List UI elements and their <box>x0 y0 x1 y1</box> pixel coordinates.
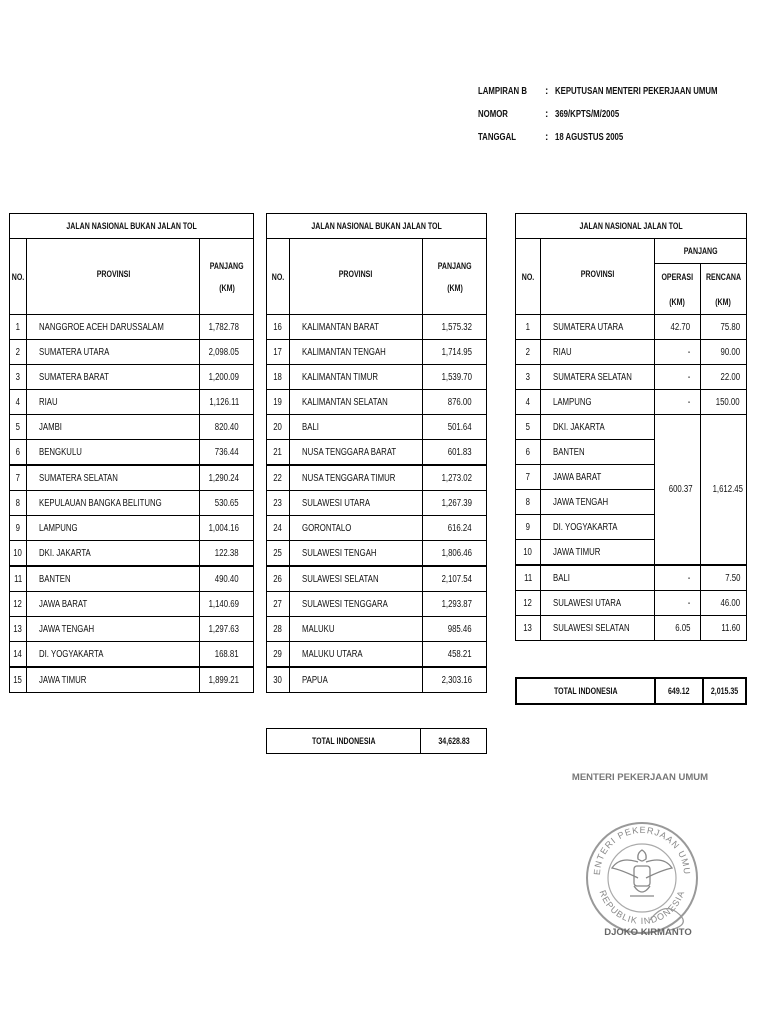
seal-arc-top: ENTERI PEKERJAAN UMU <box>591 824 693 876</box>
row-number: 12 <box>516 591 541 616</box>
province-name: BANTEN <box>27 566 200 592</box>
table-row <box>10 390 254 415</box>
province-name: MALUKU <box>289 617 423 642</box>
row-number: 10 <box>516 540 541 566</box>
row-number: 26 <box>267 566 290 592</box>
road-length: 1,200.09 <box>200 365 254 390</box>
province-name: JAWA TENGAH <box>27 617 200 642</box>
row-number: 10 <box>10 541 27 567</box>
road-length: 1,714.95 <box>423 340 487 365</box>
road-length: 1,273.02 <box>423 465 487 491</box>
table-row <box>516 565 747 591</box>
province-name: JAMBI <box>27 415 200 440</box>
row-number: 11 <box>516 565 541 591</box>
row-number: 19 <box>267 390 290 415</box>
planned-length: 7.50 <box>700 565 746 591</box>
province-name: SUMATERA SELATAN <box>540 365 654 390</box>
row-number: 5 <box>10 415 27 440</box>
table-row <box>516 365 747 390</box>
table-row <box>10 315 254 340</box>
row-number: 29 <box>267 642 290 668</box>
road-length: 2,107.54 <box>423 566 487 592</box>
total-label: TOTAL INDONESIA <box>267 729 421 754</box>
table-row <box>267 465 487 491</box>
road-length: 1,290.24 <box>200 465 254 491</box>
operation-length: - <box>654 565 700 591</box>
row-number: 2 <box>10 340 27 365</box>
province-name: SULAWESI SELATAN <box>540 616 654 641</box>
table-row <box>10 642 254 668</box>
header-value: 369/KPTS/M/2005 <box>555 109 620 120</box>
signatory-name: DJOKO KIRMANTO <box>604 927 692 938</box>
province-name: DI. YOGYAKARTA <box>540 515 654 540</box>
col-header-no: NO. <box>10 239 27 315</box>
header-key: TANGGAL <box>478 132 516 143</box>
row-number: 6 <box>516 440 541 465</box>
table-row <box>10 340 254 365</box>
province-name: BENGKULU <box>27 440 200 466</box>
road-length: 876.00 <box>423 390 487 415</box>
road-length: 1,004.16 <box>200 516 254 541</box>
road-length: 458.21 <box>423 642 487 668</box>
row-number: 1 <box>516 315 541 340</box>
table-row <box>267 566 487 592</box>
table-row <box>267 617 487 642</box>
table-row <box>10 440 254 466</box>
road-length: 1,575.32 <box>423 315 487 340</box>
province-name: LAMPUNG <box>27 516 200 541</box>
road-length: 530.65 <box>200 491 254 516</box>
province-name: DKI. JAKARTA <box>27 541 200 567</box>
table-title: JALAN NASIONAL BUKAN JALAN TOL <box>267 214 487 239</box>
province-name: GORONTALO <box>289 516 423 541</box>
total-operation: 649.12 <box>655 678 704 704</box>
road-length: 1,267.39 <box>423 491 487 516</box>
road-length: 736.44 <box>200 440 254 466</box>
road-length: 985.46 <box>423 617 487 642</box>
road-length: 1,899.21 <box>200 667 254 693</box>
table-row <box>267 541 487 567</box>
table-title: JALAN NASIONAL BUKAN JALAN TOL <box>10 214 254 239</box>
planned-length: 90.00 <box>700 340 746 365</box>
col-header-length: PANJANG <box>654 239 746 264</box>
table-title: JALAN NASIONAL JALAN TOL <box>516 214 747 239</box>
row-number: 8 <box>516 490 541 515</box>
province-name: RIAU <box>27 390 200 415</box>
road-length: 1,782.78 <box>200 315 254 340</box>
header-key: LAMPIRAN B <box>478 86 527 97</box>
road-length: 168.81 <box>200 642 254 668</box>
province-name: DKI. JAKARTA <box>540 415 654 440</box>
province-name: SUMATERA BARAT <box>27 365 200 390</box>
header-value: 18 AGUSTUS 2005 <box>555 132 624 143</box>
road-length: 1,293.87 <box>423 592 487 617</box>
province-name: SUMATERA SELATAN <box>27 465 200 491</box>
province-name: KALIMANTAN TENGAH <box>289 340 423 365</box>
total-label: TOTAL INDONESIA <box>516 678 655 704</box>
province-name: JAWA BARAT <box>27 592 200 617</box>
province-name: SUMATERA UTARA <box>540 315 654 340</box>
road-length: 616.24 <box>423 516 487 541</box>
header-sep: : <box>545 86 549 97</box>
table-row <box>10 491 254 516</box>
table-row <box>10 516 254 541</box>
table-row <box>267 315 487 340</box>
province-name: SULAWESI TENGGARA <box>289 592 423 617</box>
province-name: JAWA BARAT <box>540 465 654 490</box>
planned-length: 150.00 <box>700 390 746 415</box>
row-number: 28 <box>267 617 290 642</box>
row-number: 15 <box>10 667 27 693</box>
planned-length: 1,612.45 <box>700 415 746 566</box>
header-sep: : <box>545 109 549 120</box>
planned-length: 11.60 <box>700 616 746 641</box>
col-header-plan: RENCANA <box>700 264 746 290</box>
road-length: 501.64 <box>423 415 487 440</box>
province-name: PAPUA <box>289 667 423 693</box>
row-number: 11 <box>10 566 27 592</box>
header-key: NOMOR <box>478 109 508 120</box>
row-number: 12 <box>10 592 27 617</box>
road-length: 1,140.69 <box>200 592 254 617</box>
col-header-province: PROVINSI <box>289 239 423 315</box>
col-header-length: PANJANG (KM) <box>200 239 254 315</box>
operation-length: - <box>654 591 700 616</box>
col-header-operation: OPERASI <box>654 264 700 290</box>
province-name: RIAU <box>540 340 654 365</box>
province-name: KALIMANTAN BARAT <box>289 315 423 340</box>
row-number: 20 <box>267 415 290 440</box>
row-number: 13 <box>10 617 27 642</box>
province-name: JAWA TIMUR <box>27 667 200 693</box>
row-number: 13 <box>516 616 541 641</box>
table-row <box>516 591 747 616</box>
province-name: MALUKU UTARA <box>289 642 423 668</box>
row-number: 9 <box>516 515 541 540</box>
road-length: 1,126.11 <box>200 390 254 415</box>
non-toll-total <box>266 728 487 754</box>
road-length: 601.83 <box>423 440 487 466</box>
minister-seal <box>570 770 710 960</box>
province-name: BANTEN <box>540 440 654 465</box>
row-number: 18 <box>267 365 290 390</box>
row-number: 30 <box>267 667 290 693</box>
province-name: JAWA TIMUR <box>540 540 654 566</box>
table-row <box>267 491 487 516</box>
table-row <box>267 516 487 541</box>
row-number: 7 <box>516 465 541 490</box>
row-number: 25 <box>267 541 290 567</box>
table-row <box>267 440 487 466</box>
total-value: 34,628.83 <box>421 729 487 754</box>
seal-graphic <box>570 770 710 960</box>
province-name: SULAWESI UTARA <box>540 591 654 616</box>
province-name: BALI <box>540 565 654 591</box>
toll-table <box>515 213 747 641</box>
table-row <box>267 340 487 365</box>
province-name: NANGGROE ACEH DARUSSALAM <box>27 315 200 340</box>
operation-length: 42.70 <box>654 315 700 340</box>
table-row <box>516 340 747 365</box>
row-number: 5 <box>516 415 541 440</box>
province-name: JAWA TENGAH <box>540 490 654 515</box>
row-number: 21 <box>267 440 290 466</box>
operation-length: 600.37 <box>654 415 700 566</box>
col-header-no: NO. <box>516 239 541 315</box>
row-number: 16 <box>267 315 290 340</box>
province-name: KALIMANTAN SELATAN <box>289 390 423 415</box>
table-row <box>267 642 487 668</box>
table-row <box>267 592 487 617</box>
row-number: 7 <box>10 465 27 491</box>
col-header-length: PANJANG (KM) <box>423 239 487 315</box>
table-row <box>267 365 487 390</box>
operation-length: - <box>654 365 700 390</box>
road-length: 820.40 <box>200 415 254 440</box>
non-toll-table-1 <box>9 213 254 693</box>
non-toll-table-2 <box>266 213 487 693</box>
road-length: 2,098.05 <box>200 340 254 365</box>
province-name: SULAWESI SELATAN <box>289 566 423 592</box>
row-number: 22 <box>267 465 290 491</box>
province-name: KALIMANTAN TIMUR <box>289 365 423 390</box>
toll-total <box>515 677 747 705</box>
row-number: 9 <box>10 516 27 541</box>
province-name: NUSA TENGGARA BARAT <box>289 440 423 466</box>
planned-length: 46.00 <box>700 591 746 616</box>
province-name: SULAWESI TENGAH <box>289 541 423 567</box>
province-name: SULAWESI UTARA <box>289 491 423 516</box>
road-length: 1,539.70 <box>423 365 487 390</box>
total-plan: 2,015.35 <box>703 678 746 704</box>
col-header-no: NO. <box>267 239 290 315</box>
table-row <box>516 315 747 340</box>
province-name: NUSA TENGGARA TIMUR <box>289 465 423 491</box>
header-sep: : <box>545 132 549 143</box>
col-header-unit: (KM) <box>700 290 746 315</box>
header-value: KEPUTUSAN MENTERI PEKERJAAN UMUM <box>555 86 718 97</box>
col-header-province: PROVINSI <box>27 239 200 315</box>
row-number: 4 <box>516 390 541 415</box>
row-number: 3 <box>516 365 541 390</box>
table-row <box>10 541 254 567</box>
road-length: 122.38 <box>200 541 254 567</box>
row-number: 4 <box>10 390 27 415</box>
table-row <box>10 415 254 440</box>
table-row <box>267 390 487 415</box>
row-number: 23 <box>267 491 290 516</box>
table-row <box>10 465 254 491</box>
row-number: 2 <box>516 340 541 365</box>
table-row <box>10 667 254 693</box>
road-length: 2,303.16 <box>423 667 487 693</box>
road-length: 1,297.63 <box>200 617 254 642</box>
row-number: 6 <box>10 440 27 466</box>
garuda-emblem-icon <box>612 850 672 896</box>
row-number: 8 <box>10 491 27 516</box>
row-number: 14 <box>10 642 27 668</box>
table-row <box>10 365 254 390</box>
row-number: 17 <box>267 340 290 365</box>
province-name: DI. YOGYAKARTA <box>27 642 200 668</box>
table-row <box>267 667 487 693</box>
province-name: LAMPUNG <box>540 390 654 415</box>
table-row <box>10 617 254 642</box>
operation-length: 6.05 <box>654 616 700 641</box>
operation-length: - <box>654 340 700 365</box>
province-name: KEPULAUAN BANGKA BELITUNG <box>27 491 200 516</box>
province-name: SUMATERA UTARA <box>27 340 200 365</box>
table-row <box>10 566 254 592</box>
row-number: 27 <box>267 592 290 617</box>
row-number: 3 <box>10 365 27 390</box>
planned-length: 75.80 <box>700 315 746 340</box>
table-row <box>516 415 747 440</box>
table-row <box>516 616 747 641</box>
row-number: 24 <box>267 516 290 541</box>
road-length: 490.40 <box>200 566 254 592</box>
signatory-title: MENTERI PEKERJAAN UMUM <box>571 772 709 783</box>
seal-arc-bottom: REPUBLIK INDONESIA <box>597 888 687 927</box>
table-row <box>516 390 747 415</box>
operation-length: - <box>654 390 700 415</box>
province-name: BALI <box>289 415 423 440</box>
table-row <box>10 592 254 617</box>
planned-length: 22.00 <box>700 365 746 390</box>
col-header-unit: (KM) <box>654 290 700 315</box>
road-length: 1,806.46 <box>423 541 487 567</box>
col-header-province: PROVINSI <box>540 239 654 315</box>
table-row <box>267 415 487 440</box>
row-number: 1 <box>10 315 27 340</box>
